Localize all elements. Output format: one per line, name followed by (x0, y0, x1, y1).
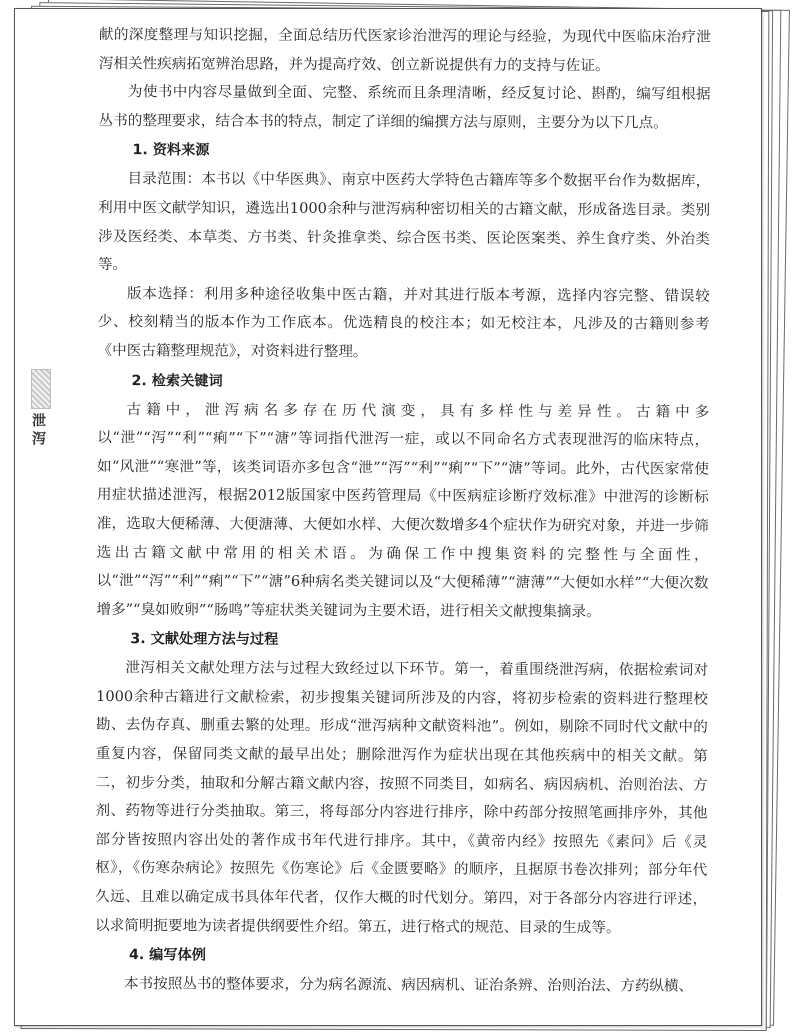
section-3-paragraph-1: 泄泻相关文献处理方法与过程大致经过以下环节。第一，着重围绕泄泻病，依据检索词对1000余种古籍进行文献检索，初步搜集关键词所涉及的内容，将初步检索的资料进行整理校勘、去伪存真、删重去繁的处理。形成“泄泻病种文献资料池”。例如，剔除不同时代文献中的重复内容，保留同类文献的最早出处；删除泄泻作为症状出现在其他疾病中的相关文献。第二，初步分类，抽取和分解古籍文献内容，按照不同类目，如病名、病因病机、治则治法、方剂、药物等进行分类抽取。第三，将每部分内容进行排序，除中药部分按照笔画排序外，其他部分皆按照内容出处的著作成书年代进行排序。其中，《黄帝内经》按照先《素问》后《灵枢》，《伤寒杂病论》按照先《伤寒论》后《金匮要略》的顺序，且据原书卷次排列；部分年代久远、且难以确定成书具体年代者，仅作大概的时代划分。第四，对于各部分内容进行评述，以求简明扼要地为读者提供纲要性介绍。第五，进行格式的规范、目录的生成等。 (95, 659, 709, 936)
side-running-title: 泄泻 (30, 413, 46, 449)
section-1-paragraph-2: 版本选择：利用多种途径收集中医古籍，并对其进行版本考源，选择内容完整、错误较少、校刻精当的版本作为工作底本。优选精良的校注本；如无校注本，凡涉及的古籍则参考《中医古籍整理规范》，对资料进行整理。 (97, 284, 710, 361)
intro-paragraph-2: 为使书中内容尽量做到全面、完整、系统而且条理清晰，经反复讨论、斟酌，编写组根据丛书的整理要求，结合本书的特点，制定了详细的编撰方法与原则，主要分为以下几点。 (98, 83, 711, 132)
section-heading-4: 4. 编写体例 (128, 947, 206, 964)
book-page (14, 8, 762, 1026)
page-content (95, 21, 711, 1001)
intro-paragraph-1: 献的深度整理与知识挖掘，全面总结历代医家诊治泄泻的理论与经验，为现代中医临床治疗泄泻相关性疾病拓宽辨治思路，并为提高疗效、创立新说提供有力的支持与佐证。 (98, 25, 711, 74)
section-heading-2: 2. 检索关键词 (131, 372, 223, 390)
section-2-paragraph-1: 古籍中，泄泻病名多存在历代演变，具有多样性与差异性。古籍中多以“泄”“泻”“利”“痢”“下”“溏”等词指代泄泻一症，或以不同命名方式表现泄泻的临床特点，如“风泄”“寒泄”等，该类词语亦多包含“泄”“泻”“利”“痢”“下”“溏”等词。此外，古代医家常使用症状描述泄泻，根据2012版国家中医药管理局《中医病症诊断疗效标准》中泄泻的诊断标准，选取大便稀薄、大便溏薄、大便如水样、大便次数增多4个症状作为研究对象，并进一步筛选出古籍文献中常用的相关术语。为确保工作中搜集资料的完整性与全面性，以“泄”“泻”“利”“痢”“下”“溏”6种病名类关键词以及“大便稀薄”“溏薄”“大便如水样”“大便次数增多”“臭如败卵”“肠鸣”等症状类关键词为主要术语，进行相关文献搜集摘录。 (96, 400, 710, 620)
side-stamp-decoration (31, 369, 51, 409)
section-4-paragraph-1: 本书按照丛书的整体要求，分为病名源流、病因病机、证治条辨、治则治法、方药纵横、 (123, 975, 694, 995)
section-heading-3: 3. 文献处理方法与过程 (130, 631, 279, 649)
section-heading-1: 1. 资料来源 (132, 142, 210, 159)
section-1-paragraph-1: 目录范围：本书以《中华医典》、南京中医药大学特色古籍库等多个数据平台作为数据库，利用中医文献学知识，遴选出1000余种与泄泻病种密切相关的古籍文献，形成备选目录。类别涉及医经类、本草类、方书类、针灸推拿类、综合医书类、医论医案类、养生食疗类、外治类等。 (97, 170, 711, 274)
